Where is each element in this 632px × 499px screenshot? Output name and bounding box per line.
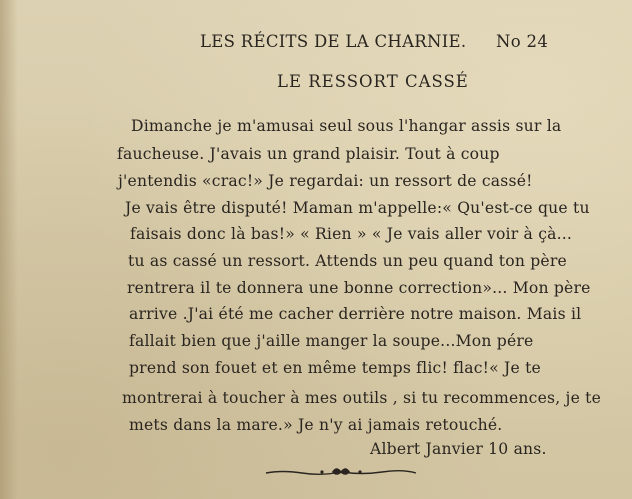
story-line: montrerai à toucher à mes outils , si tu recommences, je te — [122, 389, 602, 407]
issue-number: No 24 — [496, 32, 549, 51]
story-line: arrive .J'ai été me cacher derrière notre maison. Mais il — [129, 305, 582, 323]
story-title: LE RESSORT CASSÉ — [277, 72, 469, 91]
story-line: faisais donc là bas!» « Rien » « Je vais aller voir à çà... — [130, 225, 573, 243]
page-edge-shadow — [0, 0, 18, 499]
story-line: prend son fouet et en même temps flic! flac!« Je te — [129, 359, 541, 377]
story-line: faucheuse. J'avais un grand plaisir. Tout à coup — [117, 145, 500, 163]
story-line: mets dans la mare.» Je n'y ai jamais retouché. — [129, 416, 503, 434]
story-line: fallait bien que j'aille manger la soupe...Mon pére — [129, 332, 534, 350]
story-line: tu as cassé un ressort. Attends un peu quand ton père — [128, 252, 567, 270]
series-title: LES RÉCITS DE LA CHARNIE. — [200, 32, 467, 51]
story-line: Dimanche je m'amusai seul sous l'hangar assis sur la — [131, 117, 562, 135]
story-line: j'entendis «crac!» Je regardai: un ressort de cassé! — [118, 172, 533, 190]
page-header — [200, 32, 548, 51]
author-signature: Albert Janvier 10 ans. — [370, 440, 547, 458]
decorative-ornament — [262, 461, 420, 481]
story-line: Je vais être disputé! Maman m'appelle:« Qu'est-ce que tu — [125, 199, 590, 217]
story-line: rentrera il te donnera une bonne correction»... Mon père — [127, 279, 591, 297]
